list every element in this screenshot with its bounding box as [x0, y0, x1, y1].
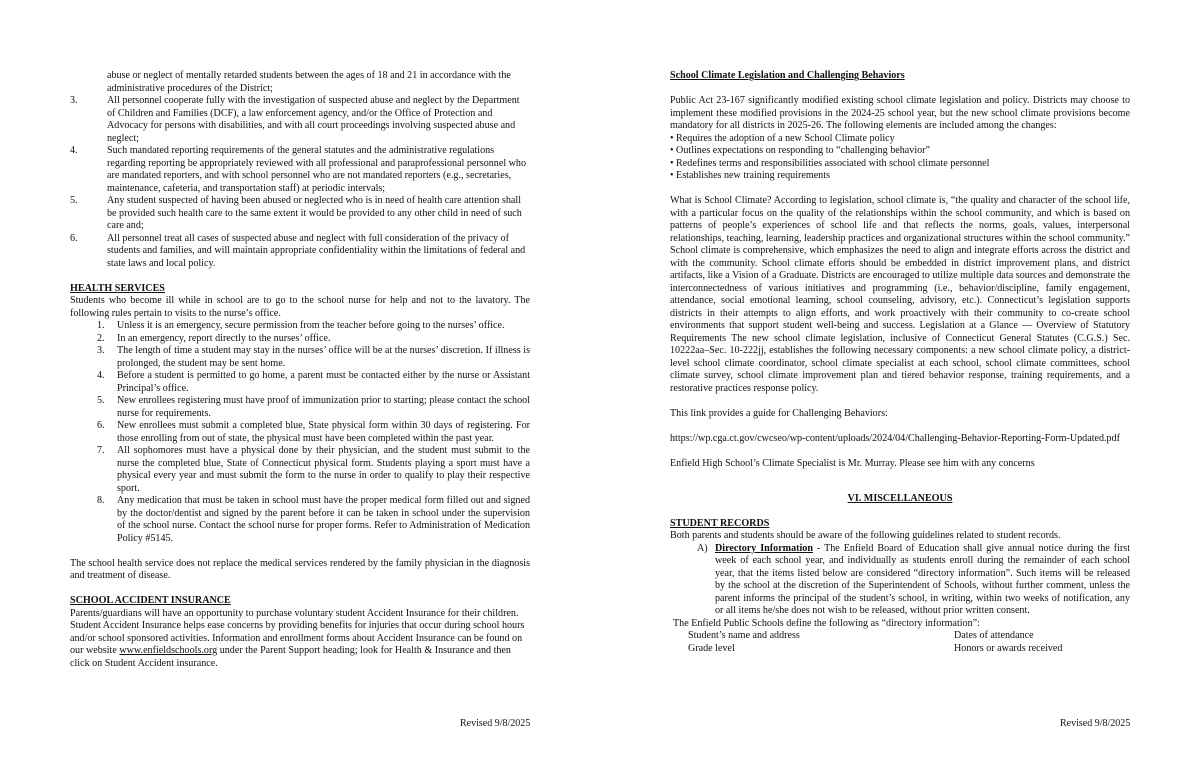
directory-information-definition: The Enfield Public Schools define the following as “directory information”:	[673, 617, 980, 629]
item-number: 6.	[70, 232, 78, 244]
directory-item: Honors or awards received	[954, 642, 1063, 654]
health-rule	[70, 345, 530, 370]
health-service-note: The school health service does not replace the medical services rendered by the family physician in the diagnosis and treatment of disease.	[70, 557, 530, 581]
item-number: 4.	[70, 145, 78, 156]
directory-item: Dates of attendance	[954, 630, 1034, 641]
health-rule	[70, 395, 530, 420]
rule-text: New enrollees registering must have proof of immunization prior to starting; please contact the school nurse for requirements.	[117, 395, 530, 419]
challenging-behaviors-guide-text: This link provides a guide for Challenging Behaviors:	[670, 407, 888, 419]
what-is-school-climate: What is School Climate? According to legislation, school climate is, “the quality and character of the school life, with a particular focus on the quality of the relationships within the school community, and which is based on patterns of people’s experiences of school life and that reflects the norms, goals, values, interpersonal relationships, teaching, learning, leadership practices and organizational structures within the school community.” School climate is comprehensive, which emphasizes the need to align and integrate efforts across the district and with the community. School climate efforts should be embedded in district improvement plans, and district artifacts, like a Vision of a Graduate. Districts are encouraged to utilize multiple data sources and demonstrate the interconnectedness of various initiatives and programming (i.e., behavior/discipline, family engagement, attendance, social emotional learning, school counseling, advisory, etc.). Connecticut’s legislation supports districts in their attempts to align efforts, and work proactively with their community to co-create school environments that support student well-being and success. Legislation at a Glance — Overview of Statutory Requirements The new school climate legislation, inclusive of Connecticut General Statutes (C.G.S.) Sec. 10222aa–Sec. 10-222jj, establishes the following necessary components: a new school climate policy, a district-level school climate coordinator, school climate specialist at each school, school climate committees, school climate survey, school climate improvement plan and tiered behavior response, training requirements, and a restorative practices response policy.	[670, 195, 1130, 394]
health-rule	[70, 370, 530, 395]
directory-information-body: - The Enfield Board of Education shall give annual notice during the first week of each school year, and individually as students enroll during the remainder of each school year, that the items listed below are considered “directory information”. Such items will be released by the school at the discretion of the Superintendent of Schools, without further comment, unless the parent informs the principal of the student’s school, in writing, within two weeks of notification, any or all items he/she does not wish to be released, without prior written consent.	[715, 542, 1130, 616]
health-rule	[70, 320, 530, 333]
climate-bullet: • Establishes new training requirements	[670, 170, 830, 181]
health-rule	[70, 445, 530, 495]
directory-information-title: Directory Information	[715, 542, 813, 554]
rule-text: New enrollees must submit a completed blue, State physical form within 30 days of registering. For those enrolling from out of state, the physical must have been completed within the past year.	[117, 420, 530, 444]
rule-text: The length of time a student may stay in the nurses’ office will be at the nurses’ discretion. If illness is prolonged, the student may be sent home.	[117, 345, 530, 369]
health-rule	[70, 420, 530, 445]
abuse-item-2-continuation: abuse or neglect of mentally retarded students between the ages of 18 and 21 in accordance with the administrative procedures of the District;	[107, 70, 511, 94]
directory-information-item	[670, 543, 1130, 618]
enfieldschools-link[interactable]: www.enfieldschools.org	[119, 645, 218, 656]
climate-specialist-text: Enfield High School’s Climate Specialist is Mr. Murray. Please see him with any concerns	[670, 457, 1035, 469]
school-climate-intro: Public Act 23-167 significantly modified existing school climate legislation and policy. Districts may choose to implement these modified provisions in the 2024-25 school year, but the new school climate provisions become mandatory for all districts in 2025-26. The following elements are included among the changes:	[670, 95, 1130, 131]
accident-insurance-text	[70, 608, 530, 671]
student-records-heading: STUDENT RECORDS	[670, 517, 770, 529]
health-services-intro: Students who become ill while in school are to go to the school nurse for help and not to the lavatory. The following rules pertain to visits to the nurse’s office.	[70, 295, 530, 319]
insurance-text-part-1: Parents/guardians will have an opportunity to purchase voluntary student Accident Insurance for their children. Student Accident Insurance helps ease concerns by providing benefits for injuries that occur during school hours and/or school sponsored activities. Information and enrollment forms about Accident Insurance can be found on our website	[70, 607, 525, 656]
right-page-column	[670, 70, 1130, 655]
rule-text: All sophomores must have a physical done by their physician, and the student must submit to the nurse the completed blue, State of Connecticut physical form. Students playing a sport must have a physical every year and must submit the form to the nurse in order to qualify to play their respective sport.	[117, 445, 530, 494]
right-page-footer: Revised 9/8/2025	[1060, 718, 1131, 729]
directory-information-text	[715, 543, 1130, 618]
accident-insurance-heading: SCHOOL ACCIDENT INSURANCE	[70, 595, 231, 606]
climate-bullet: • Outlines expectations on responding to “challenging behavior”	[670, 145, 931, 156]
rule-number: 7.	[97, 445, 105, 456]
rule-number: 8.	[97, 495, 105, 506]
directory-item: Student’s name and address	[688, 630, 800, 641]
rule-number: 6.	[97, 420, 105, 431]
rule-number: 4.	[97, 370, 105, 381]
climate-bullet: • Redefines terms and responsibilities associated with school climate personnel	[670, 157, 990, 169]
abuse-item	[70, 145, 530, 195]
item-number: 3.	[70, 95, 78, 106]
health-services-heading: HEALTH SERVICES	[70, 282, 165, 294]
left-page-footer: Revised 9/8/2025	[460, 718, 531, 729]
climate-bullet: • Requires the adoption of a new School Climate policy	[670, 132, 895, 144]
school-climate-heading: School Climate Legislation and Challenging Behaviors	[670, 70, 905, 81]
rule-text: Unless it is an emergency, secure permission from the teacher before going to the nurses’ office.	[117, 320, 505, 331]
health-rule	[70, 495, 530, 545]
rule-number: 5.	[97, 395, 105, 406]
item-text: All personnel cooperate fully with the investigation of suspected abuse and neglect by the Department of Children and Families (DCF), a law enforcement agency, and/or the Office of Protection and Advocacy for persons with disabilities, and with all court proceedings involving suspected abuse and neglect;	[107, 95, 520, 144]
student-records-intro: Both parents and students should be aware of the following guidelines related to student records.	[670, 530, 1061, 541]
item-letter: A)	[697, 542, 708, 554]
item-number: 5.	[70, 195, 78, 206]
rule-text: Before a student is permitted to go home, a parent must be contacted either by the nurse or Assistant Principal’s office.	[117, 370, 530, 394]
insurance-text-part-2: under the Parent Support heading; look for Health & Insurance and then click on Student Accident insurance.	[70, 645, 511, 669]
abuse-item	[70, 233, 530, 271]
rule-number: 1.	[97, 320, 105, 331]
abuse-item	[70, 195, 530, 233]
miscellaneous-heading: VI. MISCELLANEOUS	[847, 492, 953, 504]
left-page-column	[70, 70, 530, 670]
rule-text: In an emergency, report directly to the nurses’ office.	[117, 332, 331, 344]
health-rule	[70, 333, 530, 346]
challenging-behaviors-guide-url[interactable]: https://wp.cga.ct.gov/cwcseo/wp-content/uploads/2024/04/Challenging-Behavior-Reporting-Form-Updated.pdf	[670, 432, 1120, 444]
abuse-item	[70, 95, 530, 145]
rule-text: Any medication that must be taken in school must have the proper medical form filled out and signed by the doctor/dentist and signed by the parent before it can be taken in school under the supervision of the school nurse. Contact the school nurse for proper forms. Refer to Administration of Medication Policy #5145.	[117, 495, 530, 544]
item-text: All personnel treat all cases of suspected abuse and neglect with full consideration of the privacy of students and families, and will maintain appropriate confidentiality within the limitations of federal and state laws and local policy.	[107, 232, 526, 269]
item-text: Such mandated reporting requirements of the general statutes and the administrative regulations regarding reporting be appropriately reviewed with all professional and paraprofessional personnel who are mandated reporters, and with school personnel who are not mandated reporters (e.g., secretaries, maintenance, cafeteria, and transportation staff) at periodic intervals;	[107, 145, 527, 194]
directory-information-list	[670, 630, 1130, 655]
item-text: Any student suspected of having been abused or neglected who is in need of health care attention shall be provided such health care to the same extent it would be provided to any other child in need of such care and;	[107, 195, 522, 231]
rule-number: 3.	[97, 345, 105, 356]
directory-item: Grade level	[688, 642, 735, 654]
rule-number: 2.	[97, 332, 105, 344]
